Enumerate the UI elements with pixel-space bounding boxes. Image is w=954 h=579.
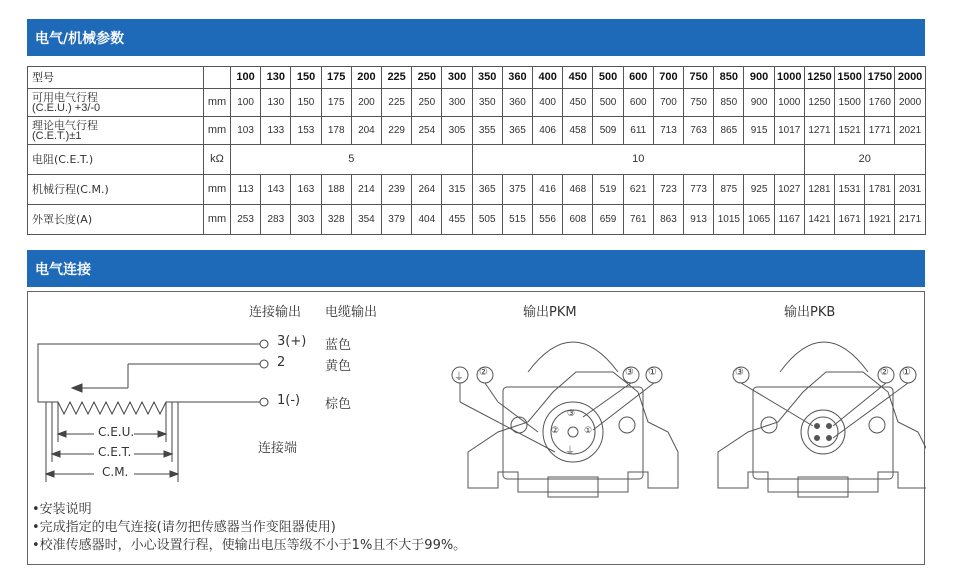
pkm-pin-2: ②	[551, 426, 560, 436]
table-cell: 225	[382, 89, 412, 117]
pin-3-color: 蓝色	[325, 338, 352, 353]
header-model-cell: 200	[351, 67, 381, 89]
row-unit-cell: mm	[204, 175, 231, 205]
header-model-cell: 600	[623, 67, 653, 89]
row-unit-cell: kΩ	[204, 145, 231, 175]
table-cell: 515	[502, 205, 532, 235]
table-cell: 229	[382, 117, 412, 145]
header-model-cell: 300	[442, 67, 472, 89]
table-cell: 250	[412, 89, 442, 117]
table-cell: 1250	[804, 89, 834, 117]
pkm-pin-1: ①	[584, 426, 593, 436]
table-cell: 1167	[774, 205, 804, 235]
table-cell: 1531	[835, 175, 865, 205]
row-label-cell	[28, 89, 204, 117]
table-cell: 2031	[895, 175, 925, 205]
dim-cet: C.E.T.	[98, 445, 132, 459]
table-cell: 379	[382, 205, 412, 235]
row-label-line1: 理论电气行程	[32, 118, 98, 132]
table-cell: 700	[653, 89, 683, 117]
pin-1-color: 棕色	[325, 397, 352, 412]
pin-1-label: 1(-)	[277, 393, 301, 408]
header-model-cell: 130	[261, 67, 291, 89]
table-row	[28, 117, 926, 145]
header-model-cell: 500	[593, 67, 623, 89]
table-cell: 863	[653, 205, 683, 235]
section-title-connection	[27, 250, 925, 287]
row-unit-cell: mm	[204, 205, 231, 235]
table-cell: 713	[653, 117, 683, 145]
table-cell: 468	[563, 175, 593, 205]
table-cell: 103	[231, 117, 261, 145]
table-cell: 1027	[774, 175, 804, 205]
header-model-cell: 1500	[835, 67, 865, 89]
header-model-cell: 1000	[774, 67, 804, 89]
cable-output-header: 电缆输出	[325, 305, 378, 320]
wiring-schematic	[38, 340, 268, 482]
pin-2-color: 黄色	[325, 359, 352, 374]
table-cell: 239	[382, 175, 412, 205]
dim-cm: C.M.	[102, 465, 129, 479]
header-model-cell: 1750	[865, 67, 895, 89]
ground-icon: ⏚	[565, 446, 575, 457]
section-title-text: 电气/机械参数	[35, 30, 125, 47]
pkm-pin-3: ③	[567, 409, 576, 419]
table-cell: 608	[563, 205, 593, 235]
table-cell: 773	[684, 175, 714, 205]
table-cell: 303	[291, 205, 321, 235]
table-cell: 305	[442, 117, 472, 145]
header-model-cell: 450	[563, 67, 593, 89]
table-cell: 500	[593, 89, 623, 117]
table-cell: 915	[744, 117, 774, 145]
pkb-callout-1: ①	[902, 367, 911, 378]
header-model-cell: 175	[321, 67, 351, 89]
table-cell: 1671	[835, 205, 865, 235]
header-model-cell: 225	[382, 67, 412, 89]
header-model-cell: 250	[412, 67, 442, 89]
pkm-callout-2: ②	[479, 367, 488, 378]
header-model-cell: 750	[684, 67, 714, 89]
section-title-text: 电气连接	[35, 261, 91, 278]
table-cell: 214	[351, 175, 381, 205]
table-cell: 153	[291, 117, 321, 145]
note-connection: •完成指定的电气连接(请勿把传感器当作变阻器使用)	[32, 520, 336, 535]
header-model-cell: 100	[231, 67, 261, 89]
note-install: •安装说明	[32, 502, 92, 517]
table-cell: 143	[261, 175, 291, 205]
header-model-cell: 400	[533, 67, 563, 89]
table-cell: 2021	[895, 117, 925, 145]
table-cell: 1521	[835, 117, 865, 145]
table-cell: 188	[321, 175, 351, 205]
header-model-cell: 360	[502, 67, 532, 89]
table-cell: 875	[714, 175, 744, 205]
pin-3-label: 3(+)	[277, 334, 307, 349]
table-cell: 375	[502, 175, 532, 205]
header-model-cell: 350	[472, 67, 502, 89]
pkb-callout-2: ②	[880, 367, 889, 378]
header-model-cell: 1250	[804, 67, 834, 89]
table-cell: 519	[593, 175, 623, 205]
table-cell: 254	[412, 117, 442, 145]
table-cell: 416	[533, 175, 563, 205]
pkb-connector-drawing	[718, 342, 926, 497]
table-cell: 360	[502, 89, 532, 117]
table-cell: 354	[351, 205, 381, 235]
row-label-line1: 可用电气行程	[32, 90, 98, 104]
table-cell: 600	[623, 89, 653, 117]
spec-table	[27, 66, 926, 235]
table-cell: 1781	[865, 175, 895, 205]
connection-panel	[27, 291, 925, 565]
pkb-title: 输出PKB	[784, 305, 836, 320]
pkm-connector-drawing	[452, 342, 678, 497]
table-cell: 659	[593, 205, 623, 235]
table-cell: 723	[653, 175, 683, 205]
table-cell: 611	[623, 117, 653, 145]
header-model-cell: 850	[714, 67, 744, 89]
table-cell: 1000	[774, 89, 804, 117]
header-model-cell: 900	[744, 67, 774, 89]
table-cell: 1271	[804, 117, 834, 145]
row-label-cell: 电阻(C.E.T.)	[28, 145, 204, 175]
header-model-cell: 700	[653, 67, 683, 89]
table-cell: 253	[231, 205, 261, 235]
table-cell: 556	[533, 205, 563, 235]
table-row	[28, 205, 926, 235]
table-cell-merged: 5	[231, 145, 473, 175]
table-cell-merged: 20	[804, 145, 925, 175]
table-cell: 913	[684, 205, 714, 235]
table-cell: 365	[502, 117, 532, 145]
table-cell: 1281	[804, 175, 834, 205]
row-unit-cell: mm	[204, 117, 231, 145]
row-unit-cell: mm	[204, 89, 231, 117]
table-cell: 400	[533, 89, 563, 117]
row-label-cell	[28, 117, 204, 145]
row-label-cell: 外罩长度(A)	[28, 205, 204, 235]
table-cell: 150	[291, 89, 321, 117]
table-cell: 264	[412, 175, 442, 205]
table-cell: 200	[351, 89, 381, 117]
table-cell: 365	[472, 175, 502, 205]
table-cell: 850	[714, 89, 744, 117]
table-cell: 130	[261, 89, 291, 117]
header-model-cell: 2000	[895, 67, 925, 89]
table-cell: 1015	[714, 205, 744, 235]
table-cell: 458	[563, 117, 593, 145]
table-cell: 450	[563, 89, 593, 117]
table-row	[28, 175, 926, 205]
table-cell: 300	[442, 89, 472, 117]
table-cell: 100	[231, 89, 261, 117]
table-cell: 925	[744, 175, 774, 205]
row-label-line2: (C.E.T.)±1	[32, 129, 82, 142]
terminal-label: 连接端	[258, 441, 298, 456]
table-cell: 865	[714, 117, 744, 145]
table-cell: 355	[472, 117, 502, 145]
pkm-title: 输出PKM	[523, 305, 577, 320]
table-cell: 315	[442, 175, 472, 205]
connection-output-header: 连接输出	[249, 305, 302, 320]
table-cell: 505	[472, 205, 502, 235]
table-cell: 1421	[804, 205, 834, 235]
table-cell: 1921	[865, 205, 895, 235]
pkm-callout-3: ③	[625, 367, 634, 378]
table-cell: 1017	[774, 117, 804, 145]
table-cell-merged: 10	[472, 145, 804, 175]
header-unit-cell	[204, 67, 231, 89]
table-cell: 750	[684, 89, 714, 117]
table-cell: 133	[261, 117, 291, 145]
table-row	[28, 89, 926, 117]
table-row	[28, 145, 926, 175]
table-cell: 178	[321, 117, 351, 145]
table-cell: 2000	[895, 89, 925, 117]
table-cell: 763	[684, 117, 714, 145]
table-cell: 509	[593, 117, 623, 145]
table-cell: 163	[291, 175, 321, 205]
table-cell: 1065	[744, 205, 774, 235]
table-cell: 900	[744, 89, 774, 117]
table-cell: 621	[623, 175, 653, 205]
table-cell: 1760	[865, 89, 895, 117]
pkb-callout-3: ③	[735, 367, 744, 378]
note-calibration: •校准传感器时，小心设置行程，使输出电压等级不小于1%且不大于99%。	[32, 538, 467, 553]
table-cell: 1771	[865, 117, 895, 145]
header-label-cell: 型号	[28, 67, 204, 89]
table-cell: 350	[472, 89, 502, 117]
table-cell: 113	[231, 175, 261, 205]
section-title-parameters	[27, 19, 925, 56]
table-cell: 761	[623, 205, 653, 235]
table-cell: 404	[412, 205, 442, 235]
dim-ceu: C.E.U.	[98, 425, 135, 439]
header-model-cell: 150	[291, 67, 321, 89]
table-header-row	[28, 67, 926, 89]
table-cell: 2171	[895, 205, 925, 235]
ground-icon: ⏚	[454, 372, 464, 383]
table-cell: 283	[261, 205, 291, 235]
row-label-cell: 机械行程(C.M.)	[28, 175, 204, 205]
pkm-callout-1: ①	[648, 367, 657, 378]
pin-2-label: 2	[277, 355, 286, 370]
table-cell: 406	[533, 117, 563, 145]
table-cell: 204	[351, 117, 381, 145]
table-cell: 1500	[835, 89, 865, 117]
table-cell: 328	[321, 205, 351, 235]
table-cell: 455	[442, 205, 472, 235]
row-label-line2: (C.E.U.) +3/-0	[32, 101, 101, 114]
table-cell: 175	[321, 89, 351, 117]
